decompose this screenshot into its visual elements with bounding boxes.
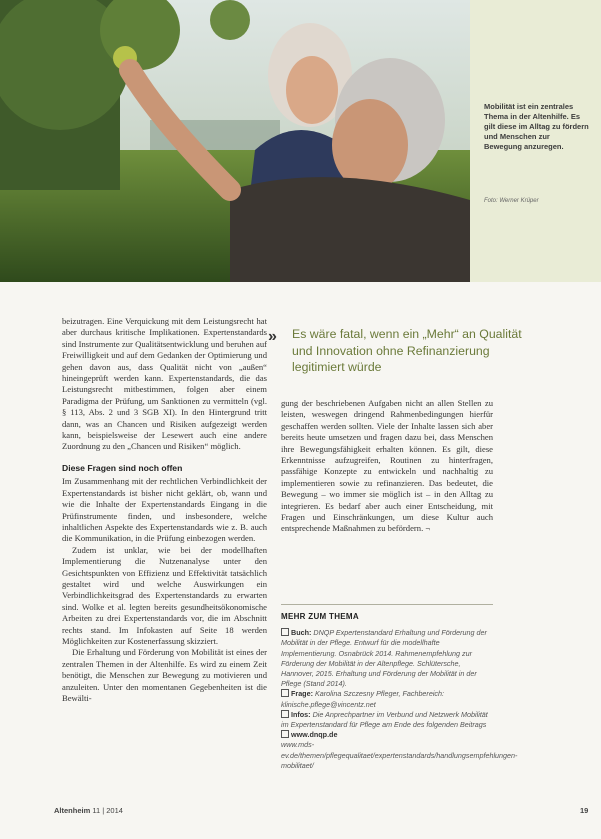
more-on-topic-box	[281, 612, 518, 771]
info-icon	[281, 710, 289, 718]
article-paragraph-text: gung der beschriebenen Aufgaben nicht an allen Stellen zu leisten, weswegen dringend Rahmenbedingungen hierfür geschaffen werden sollten. Viele der Inhalte lassen sich aber bereits heute umsetzen und fragen dazu bei, dass Menschen ihre Bewegungsfähigkeit erhalten können. Es gilt, diese Erkenntnisse aufzugreifen, Routinen zu hinterfragen, passfähige Konzepte zu entwickeln und nachhaltig zu implementieren sowie zu refinanzieren. Das bedeutet, die Bewegung – wo immer sie möglich ist – in den Alltag zu integrieren. Es bedarf aber auch einer Entscheidung, mit Fragen und Einschränkungen, um diese Kultur auch entsprechende Maßnahmen zu befördern.	[281, 398, 493, 534]
article-column-left	[62, 316, 267, 704]
more-text[interactable]: Karolina Szczesny Pfleger, Fachbereich: klinische.pflege@vincentz.net	[281, 689, 445, 709]
pull-quote-text: Es wäre fatal, wenn ein „Mehr“ an Qualität und Innovation ohne Refinanzierung legitimiert würde	[292, 327, 522, 374]
more-text: DNQP Expertenstandard Erhaltung und Förderung der Mobilität in der Pflege. Entwurf für die modellhafte Implementierung. Osnabrück 2014. Rahmenempfehlung zur Förderung der Mobilität in der Altenpflege. Schlütersche, Hannover, 2015. Erhaltung und Förderung der Mobilität in der Pflege (Stand 2014).	[281, 628, 487, 689]
more-heading: MEHR ZUM THEMA	[281, 612, 359, 621]
article-paragraph: Im Zusammenhang mit der rechtlichen Verbindlichkeit der Expertenstandards ist bisher nicht geklärt, ob, wann und wie die Inhalte der Expertenstandards Eingang in die Prüfinstrumente finden, und insbesondere, welche inhaltlichen Aspekte des Expertenstandards wie z. B. auch die Kommunikation, in die Prüfung einbezogen werden.	[62, 476, 267, 544]
photo-caption: Mobilität ist ein zentrales Thema in der Altenhilfe. Es gilt diese im Alltag zu fördern und Menschen zur Bewegung anzuregen.	[484, 102, 589, 151]
quote-mark-icon: »	[268, 328, 277, 345]
more-item-infos	[281, 710, 493, 730]
more-label: Buch:	[291, 628, 312, 638]
section-subheading: Diese Fragen sind noch offen	[62, 462, 183, 473]
divider	[281, 604, 493, 605]
more-item-www	[281, 730, 518, 771]
more-label: Infos:	[291, 709, 311, 719]
end-mark-icon: ¬	[425, 524, 430, 534]
web-link[interactable]: www.mds-ev.de/themen/pflegequalitaet/expertenstandards/handlungsempfehlungen-mobilitaet/	[281, 740, 518, 770]
footer-publication	[54, 806, 123, 815]
feature-photo	[0, 0, 470, 282]
article-paragraph: Die Erhaltung und Förderung von Mobilität ist eines der zentralen Themen in der Altenhilfe. Es wird zu einem Zeit benötigt, die Menschen zur Bewegung zu motivieren und anzuleiten. Unter den momentanen Gegebenheiten ist die Bewälti-	[62, 647, 267, 703]
web-link[interactable]: www.dnqp.de	[291, 730, 338, 740]
photo-elderly-people-garden-icon	[0, 0, 470, 282]
more-text: Die Anprechpartner im Verbund und Netzwerk Mobilität im Expertenstandard für Pflege am Ende des folgenden Beitrags	[281, 709, 488, 730]
more-item-buch	[281, 628, 493, 689]
issue-number: 11 | 2014	[92, 806, 123, 815]
article-column-right	[281, 398, 493, 535]
more-label: Frage:	[291, 689, 313, 699]
article-paragraph	[281, 398, 493, 535]
pull-quote	[268, 326, 538, 376]
magazine-name: Altenheim	[54, 806, 91, 815]
web-icon	[281, 730, 289, 738]
book-icon	[281, 628, 289, 636]
article-paragraph: beizutragen. Eine Verquickung mit dem Leistungsrecht hat aber durchaus kritische Implikationen. Expertenstandards sind Instrumente zur Qualitätsentwicklung und beruhen auf Freiwilligkeit und auf dem Gedanken der Optimierung und gehen davon aus, dass Qualität nicht von „außen“ hineingeprüft werden kann. Expertenstandards, die das Leistungsrecht mitbestimmen, folgen aber einem Paradigma der Prüfung, um Sanktionen zu vermitteln (vgl. § 113, Abs. 2 und 3 SGB XI). In den Hintergrund tritt dann, was an Chancen und Risiken aufgezeigt werden kann, beispielsweise der Lesewert auch eine andere Zuordnung zu den „Chancen und Risiken“ möglich.	[62, 316, 267, 452]
page-number: 19	[580, 806, 589, 815]
question-icon	[281, 689, 289, 697]
article-paragraph: Zudem ist unklar, wie bei der modellhaften Implementierung die Nutzenanalyse unter den Gesichtspunkten von Effizienz und Effektivität tatsächlich gestaltet wird und welche Auswirkungen ein Verbindlichkeitsgrad des Expertenstandards zu erwarten sind. Wolke et al. legten bereits gesundheitsökonomische Arbeiten zu drei Expertenstandards vor, die im Abschnitt rechts stand. Im Infokasten auf Seite 18 werden Möglichkeiten zur Kostenerfassung skizziert.	[62, 544, 267, 646]
photo-credit: Foto: Werner Krüper	[484, 198, 539, 204]
more-item-frage	[281, 689, 493, 709]
